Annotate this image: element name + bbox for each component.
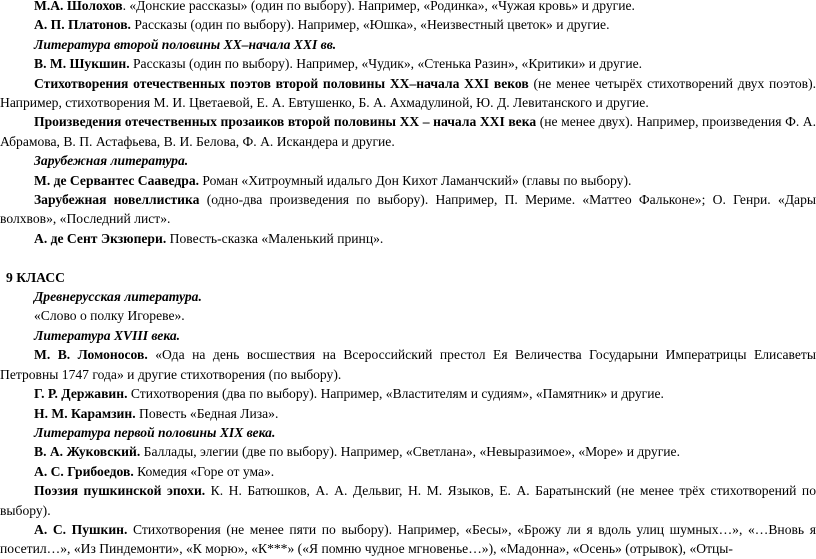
author-cervantes: М. де Сервантес Сааведра. [34, 172, 200, 188]
text-cervantes: Роман «Хитроумный идальго Дон Кихот Ламанчский» (главы по выбору). [199, 172, 632, 188]
text-prose: (не менее двух). Например, произведения Ф. А. Абрамова, В. П. Астафьева, В. И. Белова, Ф. А. Искандера и другие. [0, 114, 816, 149]
text-sholokhov: . «Донские рассказы» (один по выбору). Например, «Родинка», «Чужая кровь» и другие. [122, 0, 635, 13]
paragraph-cervantes [0, 171, 816, 190]
heading-prose: Произведения отечественных прозаиков второй половины XX – начала XXI века [34, 114, 537, 130]
paragraph-poems [0, 74, 816, 113]
text-pushkin-era: К. Н. Батюшков, А. А. Дельвиг, Н. М. Языков, Е. А. Баратынский (не менее трёх стихотворений по выбору). [0, 483, 816, 518]
text-poems: (не менее четырёх стихотворений двух поэтов). Например, стихотворения М. И. Цветаевой, Е. А. Евтушенко, Б. А. Ахмадулиной, Ю. Д. Левитанского и другие. [0, 75, 816, 111]
text-derzhavin: Стихотворения (два по выбору). Например, «Властителям и судиям», «Памятник» и другие. [127, 386, 664, 402]
text-pushkin: Стихотворения (не менее пяти по выбору). Например, «Бесы», «Брожу ли я вдоль улиц шумных…», «…Вновь я посетил…», «Из Пиндемонти», «К морю», «К***» («Я помню чудное мгновенье…»), «Мадонна», «Осень» (отрывок), «Отцы- [0, 521, 816, 557]
heading-foreign-novella: Зарубежная новеллистика [34, 192, 200, 208]
text-griboedov: Комедия «Горе от ума». [133, 463, 275, 479]
author-sholokhov: М.А. Шолохов [34, 0, 123, 13]
author-exupery: А. де Сент Экзюпери. [34, 230, 167, 246]
paragraph-sholokhov [0, 0, 816, 15]
text-shukshin: Рассказы (один по выбору). Например, «Чудик», «Стенька Разин», «Критики» и другие. [129, 56, 643, 72]
author-griboedov: А. С. Грибоедов. [34, 463, 134, 479]
text-exupery: Повесть-сказка «Маленький принц». [166, 230, 384, 246]
paragraph-prose [0, 112, 816, 151]
blank-line [0, 248, 816, 267]
section-heading-xix: Литература первой половины XIX века. [34, 424, 276, 440]
author-pushkin: А. С. Пушкин. [34, 521, 128, 537]
section-heading-foreign: Зарубежная литература. [34, 153, 189, 169]
paragraph-derzhavin [0, 384, 816, 403]
paragraph-igor: «Слово о полку Игореве». [34, 308, 185, 324]
paragraph-exupery [0, 229, 816, 248]
author-derzhavin: Г. Р. Державин. [34, 386, 128, 402]
author-platonov: А. П. Платонов. [34, 17, 131, 33]
author-shukshin: В. М. Шукшин. [34, 56, 130, 72]
paragraph-pushkin [0, 520, 816, 559]
section-heading-old-russian: Древнерусская литература. [34, 289, 202, 305]
text-karamzin: Повесть «Бедная Лиза». [135, 405, 279, 421]
paragraph-pushkin-era [0, 481, 816, 520]
heading-pushkin-era: Поэзия пушкинской эпохи. [34, 483, 206, 499]
author-lomonosov: М. В. Ломоносов. [34, 347, 148, 363]
paragraph-zhukovsky [0, 442, 816, 461]
text-zhukovsky: Баллады, элегии (две по выбору). Например, «Светлана», «Невыразимое», «Море» и другие. [140, 444, 680, 460]
text-platonov: Рассказы (один по выбору). Например, «Юшка», «Неизвестный цветок» и другие. [130, 17, 610, 33]
paragraph-karamzin [0, 404, 816, 423]
author-karamzin: Н. М. Карамзин. [34, 405, 136, 421]
section-heading-xx-xxi: Литература второй половины XX–начала XXI вв. [34, 36, 337, 52]
text-foreign-novella: (одно-два произведения по выбору). Например, П. Мериме. «Маттео Фальконе»; О. Генри. «Дары волхвов», «Последний лист». [0, 192, 816, 227]
paragraph-shukshin [0, 54, 816, 73]
paragraph-griboedov [0, 462, 816, 481]
paragraph-foreign-novella [0, 190, 816, 229]
text-lomonosov: «Ода на день восшествия на Всероссийский престол Ея Величества Государыни Императрицы Елисаветы Петровны 1747 года» и другие стихотворения (по выбору). [0, 347, 816, 382]
author-zhukovsky: В. А. Жуковский. [34, 444, 141, 460]
paragraph-platonov [0, 15, 816, 34]
paragraph-lomonosov [0, 345, 816, 384]
section-heading-xviii: Литература XVIII века. [34, 327, 181, 343]
heading-poems: Стихотворения отечественных поэтов второй половины XX–начала XXI веков [34, 75, 529, 91]
grade-heading: 9 КЛАСС [6, 269, 65, 285]
